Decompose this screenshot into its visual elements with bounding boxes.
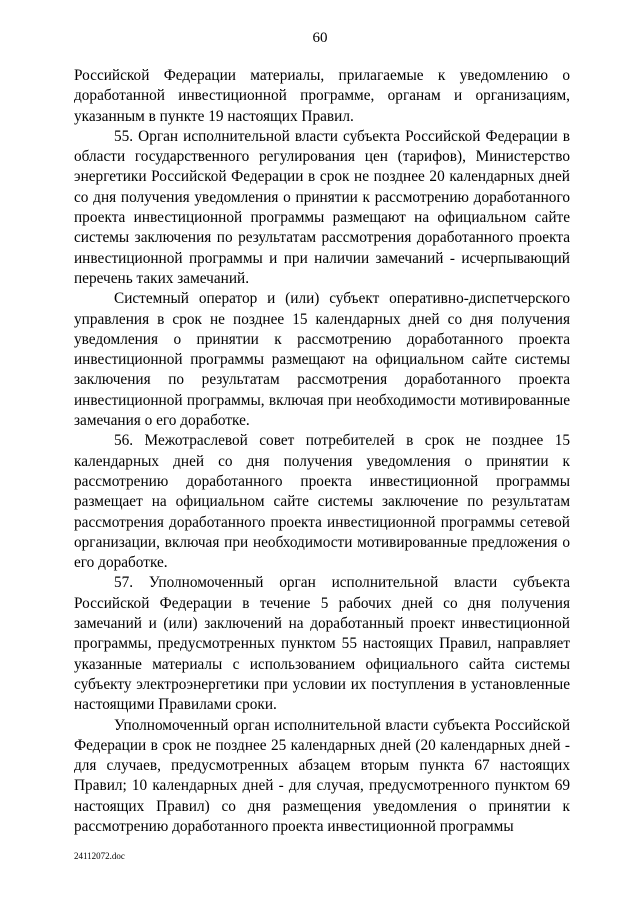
paragraph-continuation: Российской Федерации материалы, прилагаемые к уведомлению о доработанной инвестиционной программе, органам и организациям, указанным в пункте 19 настоящих Правил.	[74, 67, 570, 125]
paragraph-item-56: 56. Межотраслевой совет потребителей в срок не позднее 15 календарных дней со дня получения уведомления о принятии к рассмотрению доработанного проекта инвестиционной программы размещает на официальном сайте системы заключение по результатам рассмотрения доработанного проекта инвестиционной программы сетевой организации, включая при необходимости мотивированные предложения о его доработке.	[74, 432, 570, 572]
page-number: 60	[312, 30, 328, 46]
paragraph-item-57: 57. Уполномоченный орган исполнительной власти субъекта Российской Федерации в течение 5 рабочих дней со дня получения замечаний и (или) заключений на доработанный проект инвестиционной программы, предусмотренных пунктом 55 настоящих Правил, направляет указанные материалы с использованием официального сайта системы субъекту электроэнергетики при условии их поступления в установленные настоящими Правилами сроки.	[74, 574, 570, 714]
paragraph-item-55: 55. Орган исполнительной власти субъекта Российской Федерации в области государственного регулирования цен (тарифов), Министерство энергетики Российской Федерации в срок не позднее 20 календарных дней со дня получения уведомления о принятии к рассмотрению доработанного проекта инвестиционной программы размещают на официальном сайте системы заключения по результатам рассмотрения доработанного проекта инвестиционной программы и при наличии замечаний - исчерпывающий перечень таких замечаний.	[74, 127, 570, 287]
paragraph-authorized-body: Уполномоченный орган исполнительной власти субъекта Российской Федерации в срок не позднее 25 календарных дней (20 календарных дней - для случаев, предусмотренных абзацем вторым пункта 67 настоящих Правил; 10 календарных дней - для случая, предусмотренного пунктом 69 настоящих Правил) со дня размещения уведомления о принятии к рассмотрению доработанного проекта инвестиционной программы	[74, 716, 570, 835]
document-body	[74, 66, 570, 837]
file-name-footer: 24112072.doc	[74, 851, 125, 861]
paragraph-system-operator: Системный оператор и (или) субъект оперативно-диспетчерского управления в срок не позднее 15 календарных дней со дня получения уведомления о принятии к рассмотрению доработанного проекта инвестиционной программы размещают на официальном сайте системы заключения по результатам рассмотрения доработанного проекта инвестиционной программы, включая при необходимости мотивированные замечания о его доработке.	[74, 290, 570, 430]
